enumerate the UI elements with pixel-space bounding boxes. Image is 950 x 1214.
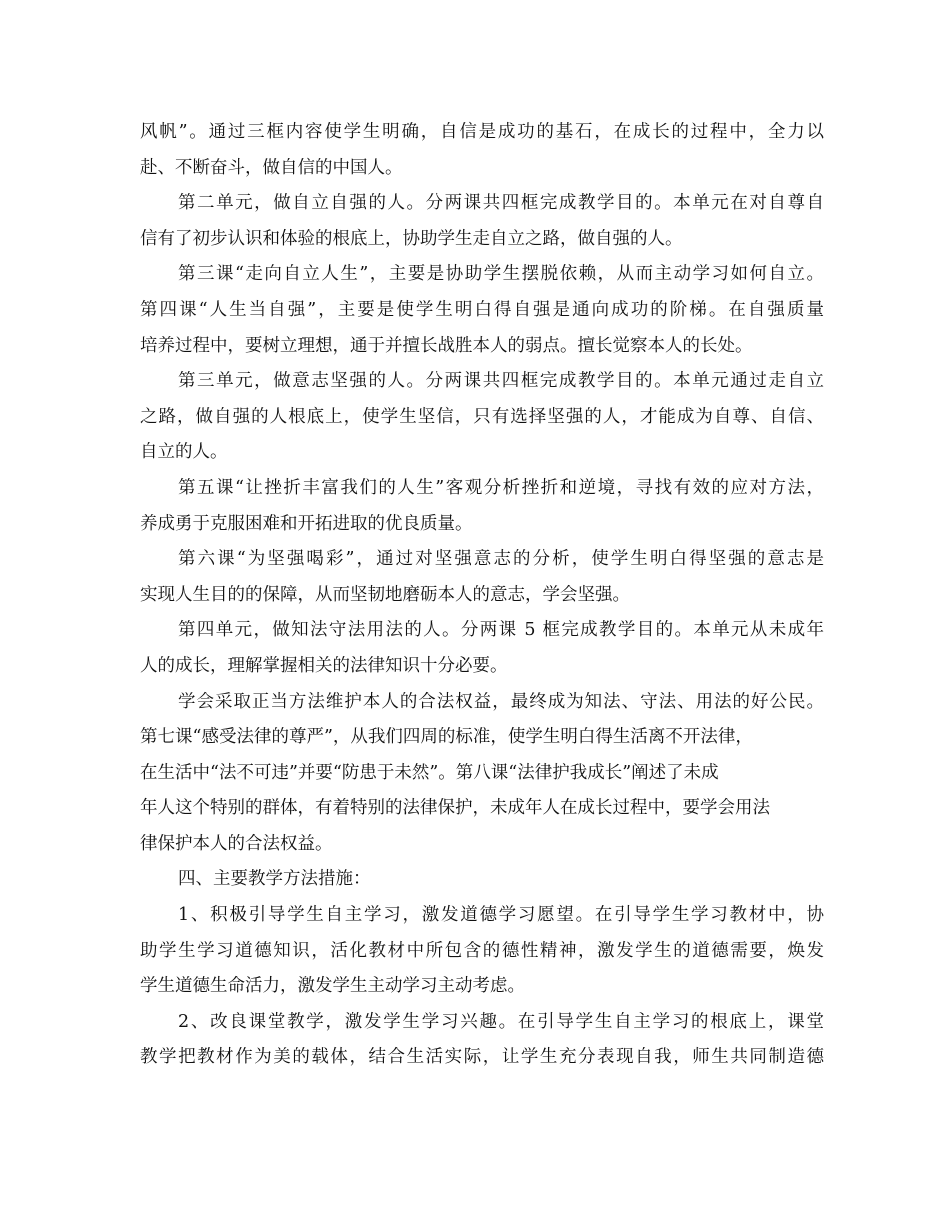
text-line: 律保护本人的合法权益。 [140, 833, 333, 854]
text-line: 第三单元，做意志坚强的人。分两课共四框完成教学目的。本单元通过走自立 [178, 371, 824, 392]
text-line: 培养过程中，要树立理想，通于并擅长战胜本人的弱点。擅长觉察本人的长处。 [140, 335, 753, 356]
text-line: 自立的人。 [140, 442, 228, 463]
text-line: 年人这个特别的群体，有着特别的法律保护，未成年人在成长过程中，要学会用法 [140, 798, 770, 819]
text-line: 1、积极引导学生自主学习，激发道德学习愿望。在引导学生学习教材中，协 [178, 905, 824, 926]
text-line: 第四单元，做知法守法用法的人。分两课 5 框完成教学目的。本单元从未成年 [178, 620, 824, 641]
text-line: 学会采取正当方法维护本人的合法权益，最终成为知法、守法、用法的好公民。 [178, 691, 824, 712]
text-line: 信有了初步认识和体验的根底上，协助学生走自立之路，做自强的人。 [140, 228, 683, 249]
text-line: 风帆”。通过三框内容使学生明确，自信是成功的基石，在成长的过程中，全力以 [140, 122, 824, 142]
text-line: 第三课“走向自立人生”，主要是协助学生摆脱依赖，从而主动学习如何自立。 [178, 264, 824, 285]
text-line: 学生道德生命活力，激发学生主动学习主动考虑。 [140, 976, 525, 997]
text-line: 第七课“感受法律的尊严”，从我们四周的标准，使学生明白得生活离不开法律， [140, 727, 753, 748]
text-line: 助学生学习道德知识，活化教材中所包含的德性精神，激发学生的道德需要，焕发 [140, 940, 824, 961]
text-line: 赴、不断奋斗，做自信的中国人。 [140, 157, 403, 178]
text-line: 之路，做自强的人根底上，使学生坚信，只有选择坚强的人，才能成为自尊、自信、 [140, 406, 824, 427]
body-text [140, 115, 824, 1076]
text-line: 2、改良课堂教学，激发学生学习兴趣。在引导学生自主学习的根底上，课堂 [178, 1011, 824, 1032]
text-line: 教学把教材作为美的载体，结合生活实际，让学生充分表现自我，师生共同制造德 [140, 1047, 824, 1068]
text-line: 实现人生目的的保障，从而坚韧地磨砺本人的意志，学会坚强。 [140, 584, 630, 605]
text-line: 养成勇于克服困难和开拓进取的优良质量。 [140, 513, 473, 534]
text-line: 第二单元，做自立自强的人。分两课共四框完成教学目的。本单元在对自尊自 [178, 193, 824, 214]
text-line: 第五课“让挫折丰富我们的人生”客观分析挫折和逆境，寻找有效的应对方法， [178, 477, 824, 498]
text-line: 人的成长，理解掌握相关的法律知识十分必要。 [140, 655, 508, 676]
text-line: 在生活中“法不可违”并要“防患于未然”。第八课“法律护我成长”阐述了未成 [140, 762, 719, 783]
text-line: 四、主要教学方法措施： [178, 869, 371, 890]
text-line: 第四课“人生当自强”，主要是使学生明白得自强是通向成功的阶梯。在自强质量 [140, 299, 824, 320]
text-line: 第六课“为坚强喝彩”，通过对坚强意志的分析，使学生明白得坚强的意志是 [178, 549, 824, 570]
